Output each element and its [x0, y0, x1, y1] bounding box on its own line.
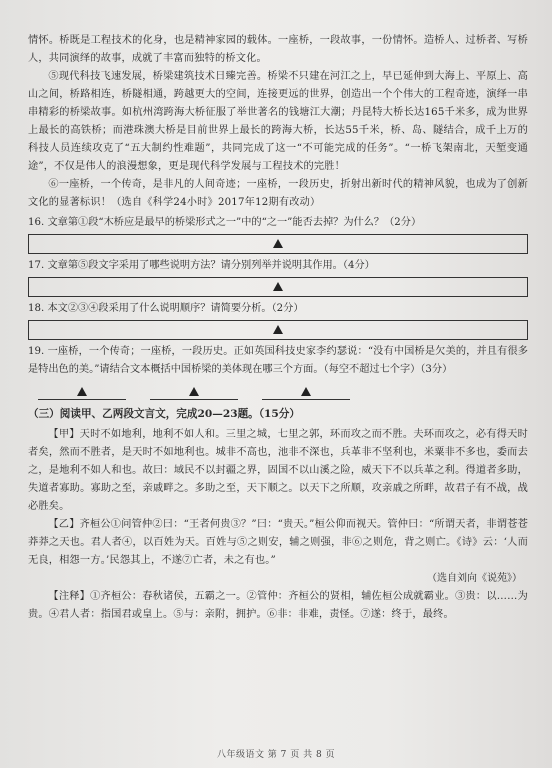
triangle-icon: [189, 387, 199, 396]
question-16: 16. 文章第①段“木桥应是最早的桥梁形式之一”中的“之一”能否去掉？为什么？（2分）: [28, 217, 422, 228]
question-18: 18. 本文②③④段采用了什么说明顺序？请简要分析。（2分）: [28, 303, 304, 314]
passage-paragraph-intro: 情怀。桥既是工程技术的化身，也是精神家园的载体。一座桥，一段故事，一份情怀。造桥人、过桥者、写桥人，共同演绎的故事，成就了丰富而独特的桥文化。: [28, 35, 528, 64]
answer-blank-19-3[interactable]: [262, 381, 350, 400]
answer-blank-19-2[interactable]: [150, 381, 238, 400]
triangle-icon: [301, 387, 311, 396]
triangle-icon: [273, 239, 283, 248]
answer-blanks-19: [28, 381, 528, 403]
answer-box-18[interactable]: [28, 320, 528, 340]
passage-paragraph-6: ⑥一座桥，一个传奇，是非凡的人间奇迹；一座桥，一段历史，折射出新时代的精神风貌，也成为了创新文化的显著标识！（选自《科学24小时》2017年12期有改动）: [28, 179, 528, 208]
answer-box-17[interactable]: [28, 277, 528, 297]
classical-text-jia: 【甲】天时不如地利，地利不如人和。三里之城，七里之郭，环而攻之而不胜。夫环而攻之，必有得天时者矣，然而不胜者，是天时不如地利也。城非不高也，池非不深也，兵革非不坚利也，米粟非不多也，委而去之，是地利不如人和也。故曰：域民不以封疆之界，固国不以山溪之险，威天下不以兵革之利。得道者多助，失道者寡助。寡助之至，亲戚畔之。多助之至，天下顺之。以天下之所顺，攻亲戚之所畔，故君子有不战，战必胜矣。: [28, 429, 528, 512]
passage-paragraph-5: ⑤现代科技飞速发展，桥梁建筑技术日臻完善。桥梁不只建在河江之上，早已延伸到大海上、平原上、高山之间，桥路相连，桥隧相通，跨越更大的空间，连接更远的世界，创造出一个个伟大的工程奇迹，演绎一串串精彩的桥梁故事。如杭州湾跨海大桥征服了举世著名的钱塘江大潮；丹昆特大桥长达165千米多，成为世界上最长的高铁桥；而港珠澳大桥是目前世界上最长的跨海大桥，长达55千米，桥、岛、隧结合，成千上万的科技人员连续攻克了“五大制约性难题”，共同完成了这一“不可能完成的任务”。“一桥飞架南北，天堑变通途”，不仅是伟人的浪漫想象，更是现代科学发展与工程技术的完胜！: [28, 71, 528, 172]
answer-blank-19-1[interactable]: [38, 381, 126, 400]
classical-text-yi: 【乙】齐桓公①问管仲②曰：“王者何贵③？”曰：“贵天。”桓公仰而视天。管仲曰：“所谓天者，非谓苍苍莽莽之天也。君人者④，以百姓为天。百姓与⑤之则安，辅之则强，非⑥之则危，背之则亡。《诗》云：‘人而无良，相怨一方。’民怨其上，不遂⑦亡者，未之有也。”: [28, 519, 528, 566]
triangle-icon: [77, 387, 87, 396]
answer-box-16[interactable]: [28, 234, 528, 254]
annotation-notes: 【注释】①齐桓公：春秋诸侯，五霸之一。②管仲：齐桓公的贤相，辅佐桓公成就霸业。③贵：以……为贵。④君人者：指国君或皇上。⑤与：亲附，拥护。⑥非：非难，责怪。⑦遂：终于，最终。: [28, 591, 528, 620]
triangle-icon: [273, 325, 283, 334]
triangle-icon: [273, 282, 283, 291]
page-footer: 八年级语文 第 7 页 共 8 页: [216, 750, 336, 760]
source-citation: （选自刘向《说苑》）: [427, 573, 522, 584]
question-19: 19. 一座桥，一个传奇；一座桥，一段历史。正如英国科技史家李约瑟说：“没有中国桥是欠美的，并且有很多是特出色的美。”请结合文本概括中国桥梁的美体现在哪三个方面。（每空不超过七个字）（3分）: [28, 346, 528, 375]
question-17: 17. 文章第⑤段文字采用了哪些说明方法？请分别列举并说明其作用。（4分）: [28, 260, 375, 271]
section-heading-classical-chinese: （三）阅读甲、乙两段文言文，完成20—23题。（15分）: [28, 408, 300, 420]
